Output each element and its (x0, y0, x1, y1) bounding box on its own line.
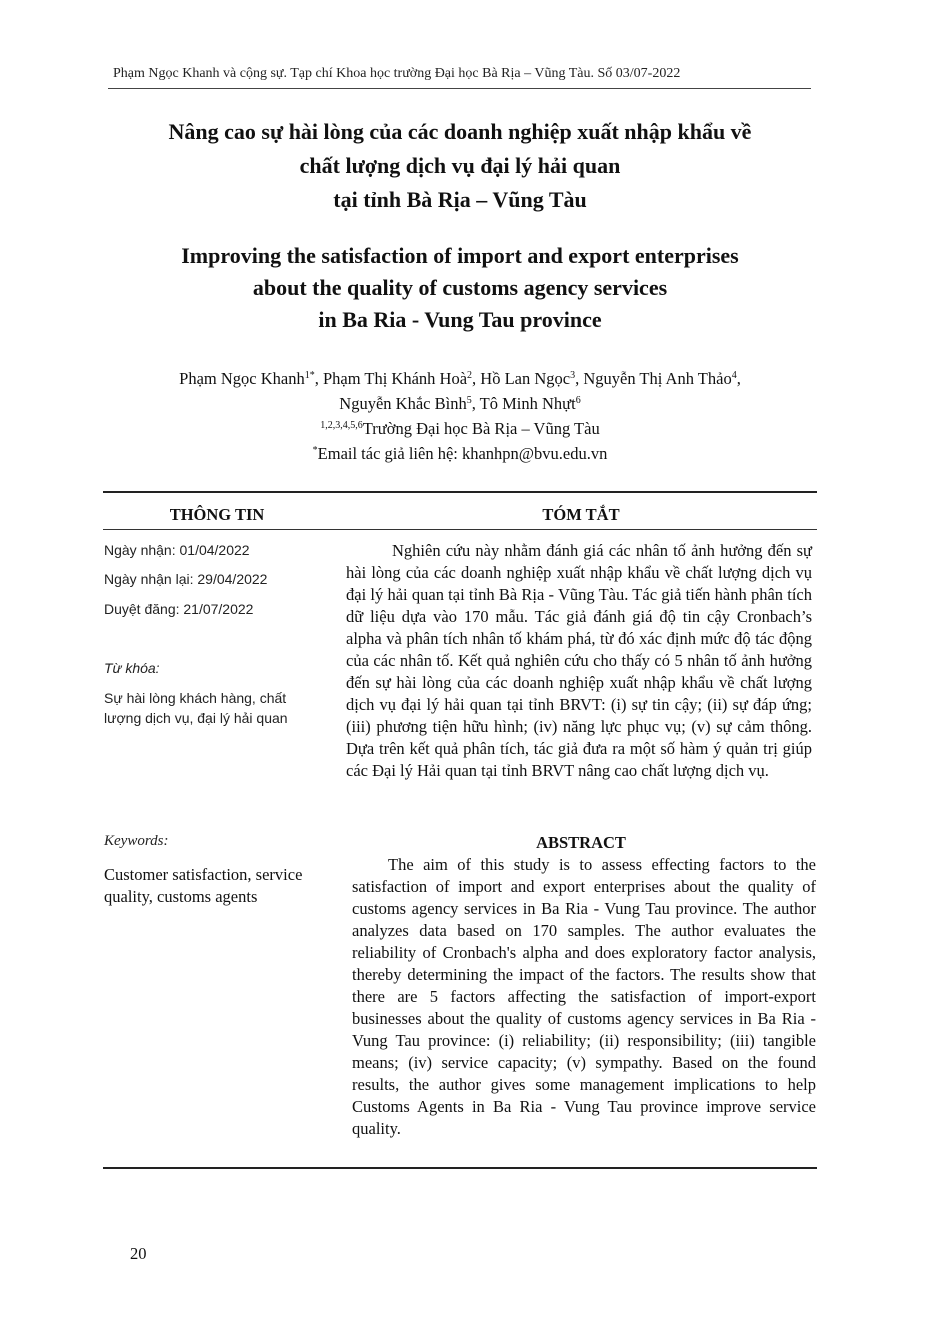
author-sep: , (472, 369, 481, 388)
author-sup: 2 (467, 370, 473, 381)
abstract-english: The aim of this study is to assess effecting factors to the satisfaction of import and export enterprises about the quality of customs agency services in Ba Ria - Vung Tau province. The author analyzes data based on 170 samples. The author evaluates the reliability of Cronbach's alpha and does exploratory factor analysis, thereby determining the impact of the factors. The results show that there are 5 factors affecting the satisfaction of import-export businesses about the quality of customs agency services in Ba Ria - Vung Tau province: (i) reliability; (ii) responsibility; (iii) tangible means; (iv) service capacity; (v) sympathy. Based on the found results, the author gives some management implications to help Customs Agents in Ba Ria - Vung Tau province improve service quality. (352, 855, 816, 1138)
table-top-rule (103, 491, 817, 493)
info-column-header: THÔNG TIN (169, 505, 265, 524)
abstract-en-title: ABSTRACT (536, 833, 626, 852)
table-bottom-rule (103, 1167, 817, 1169)
header-bottom-rule (103, 529, 817, 530)
author-name: Nguyễn Thị Anh Thảo (583, 369, 732, 388)
author-sup: 5 (466, 395, 472, 406)
author-sep: , (736, 369, 741, 388)
email-sup: * (312, 445, 318, 456)
keywords-vi-label: Từ khóa: (104, 660, 160, 676)
author-sup: 4 (731, 370, 737, 381)
author-sup: 3 (570, 370, 576, 381)
page-number: 20 (130, 1244, 147, 1263)
affiliation (80, 416, 840, 441)
author-block (80, 366, 840, 466)
title-english (100, 240, 820, 336)
author-sup: 6 (575, 395, 581, 406)
title-vi-line-1: Nâng cao sự hài lòng của các doanh nghiệp xuất nhập khẩu về (168, 119, 752, 144)
keywords-en-label: Keywords: (104, 833, 169, 849)
keywords-en: Customer satisfaction, service quality, customs agents (104, 865, 303, 906)
date-revised: Ngày nhận lại: 29/04/2022 (104, 571, 268, 587)
author-name: Hồ Lan Ngọc (480, 369, 571, 388)
title-en-line-3: in Ba Ria - Vung Tau province (318, 307, 602, 332)
author-name: Phạm Thị Khánh Hoà (322, 369, 468, 388)
corresponding-email (80, 441, 840, 466)
title-en-line-2: about the quality of customs agency services (252, 275, 668, 300)
title-vi-line-2: chất lượng dịch vụ đại lý hải quan (299, 153, 621, 178)
title-en-line-1: Improving the satisfaction of import and export enterprises (181, 243, 739, 268)
author-sep: , (575, 369, 584, 388)
date-accepted: Duyệt đăng: 21/07/2022 (104, 601, 254, 617)
author-name: Tô Minh Nhựt (479, 394, 576, 413)
summary-column-header: TÓM TẮT (542, 505, 620, 524)
author-sup: 1* (304, 370, 315, 381)
affiliation-text: Trường Đại học Bà Rịa – Vũng Tàu (362, 419, 600, 438)
author-name: Nguyễn Khắc Bình (339, 394, 467, 413)
title-vi-line-3: tại tỉnh Bà Rịa – Vũng Tàu (333, 187, 587, 212)
affiliation-sup: 1,2,3,4,5,6 (320, 420, 363, 431)
header-rule (108, 88, 811, 89)
title-vietnamese (100, 115, 820, 217)
email-text: Email tác giả liên hệ: khanhpn@bvu.edu.vn (317, 444, 608, 463)
author-line-1 (80, 366, 840, 391)
author-sep: , (471, 394, 480, 413)
running-head: Phạm Ngọc Khanh và cộng sự. Tạp chí Khoa học trường Đại học Bà Rịa – Vũng Tàu. Số 03/07-2022 (113, 66, 681, 81)
abstract-vietnamese: Nghiên cứu này nhằm đánh giá các nhân tố ảnh hưởng đến sự hài lòng của các doanh nghiệp xuất nhập khẩu về chất lượng dịch vụ đại lý hải quan tại tỉnh Bà Rịa - Vũng Tàu. Tác giả tiến hành phân tích dữ liệu dựa vào 170 mẫu. Tác giả đánh giá độ tin cậy Cronbach’s alpha và phân tích nhân tố khám phá, từ đó xác định mức độ tác động của các nhân tố. Kết quả nghiên cứu cho thấy có 5 nhân tố ảnh hưởng đến sự hài lòng của các doanh nghiệp xuất nhập khẩu về chất lượng dịch vụ đại lý hải quan tại tỉnh BRVT: (i) sự tin cậy; (ii) sự đáp ứng; (iii) phương tiện hữu hình; (iv) năng lực phục vụ; (v) sự cảm thông. Dựa trên kết quả phân tích, tác giả đưa ra một số hàm ý quản trị giúp các Đại lý Hải quan tại tỉnh BRVT nâng cao chất lượng dịch vụ. (346, 541, 812, 780)
author-sep: , (314, 369, 323, 388)
author-name: Phạm Ngọc Khanh (179, 369, 305, 388)
keywords-vi: Sự hài lòng khách hàng, chất lượng dịch vụ, đại lý hải quan (104, 690, 288, 726)
author-line-2 (80, 391, 840, 416)
date-received: Ngày nhận: 01/04/2022 (104, 542, 250, 558)
